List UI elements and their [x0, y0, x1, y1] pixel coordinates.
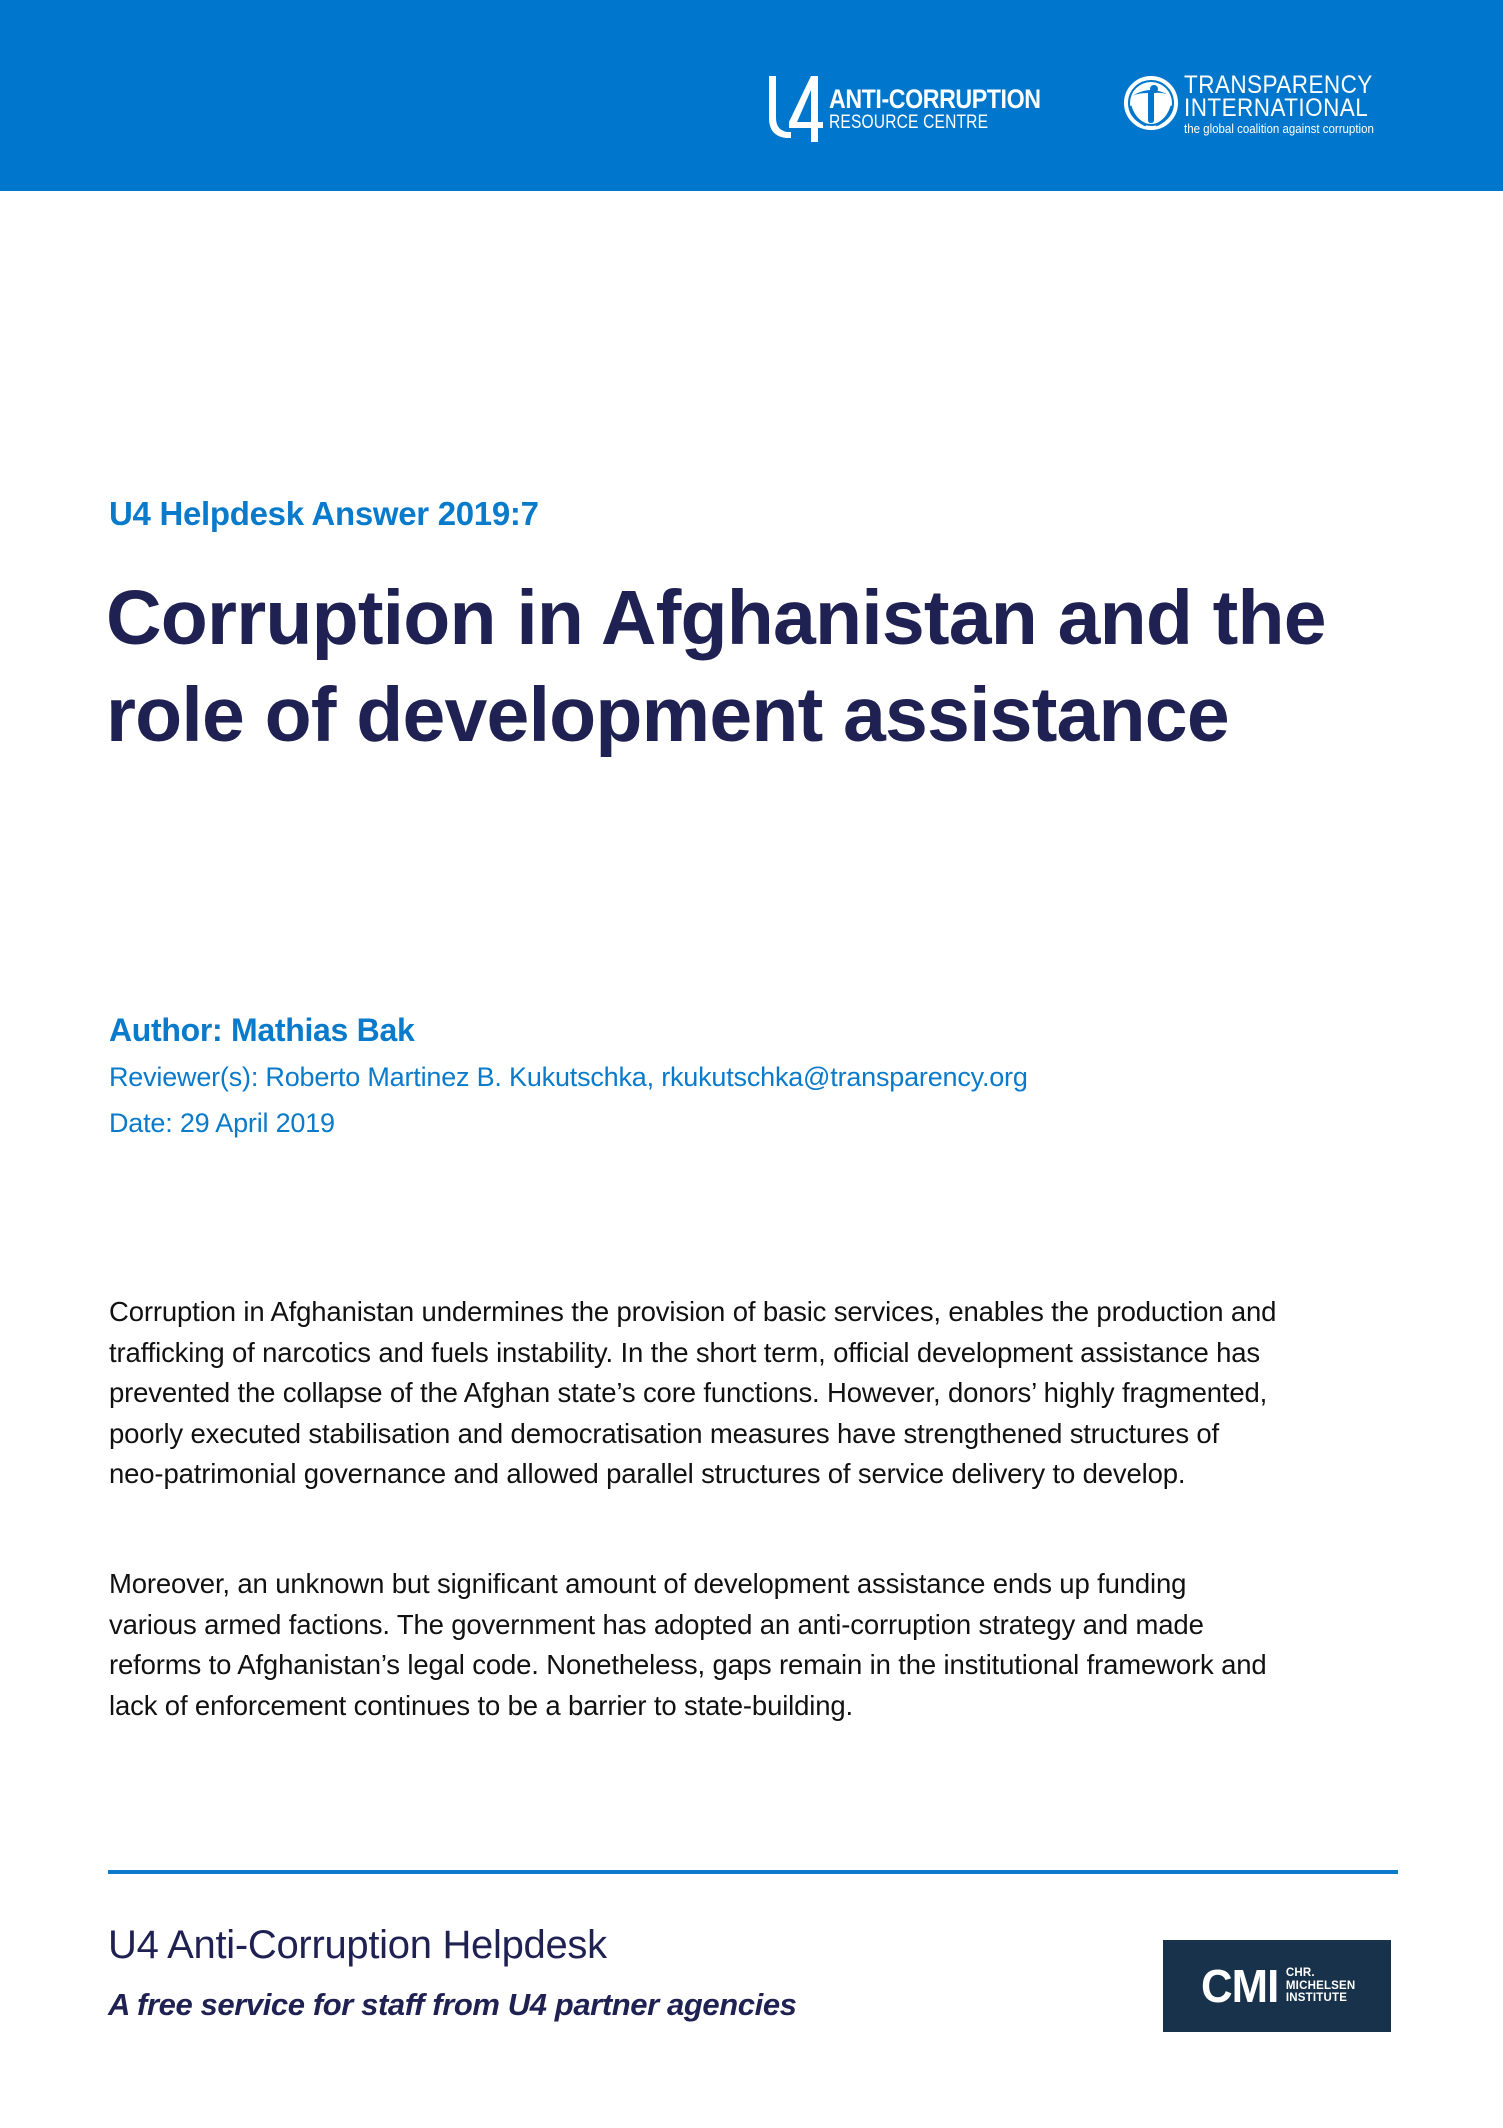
reviewers: Reviewer(s): Roberto Martinez B. Kukutschka, rkukutschka@transparency.org — [109, 1062, 1028, 1092]
summary-paragraph-1 — [109, 1292, 1409, 1495]
title-line: Corruption in Afghanistan and the — [106, 575, 1326, 661]
title-line: role of development assistance — [106, 672, 1229, 758]
text-line: various armed factions. The government has adopted an anti-corruption strategy and made — [109, 1608, 1204, 1640]
cmi-logo-abbr: CMI — [1200, 1960, 1278, 2012]
publication-date: Date: 29 April 2019 — [109, 1108, 335, 1138]
cmi-logo — [1163, 1940, 1391, 2032]
u4-logo-icon — [765, 74, 823, 144]
footer-subtitle: A free service for staff from U4 partner agencies — [108, 1987, 797, 2022]
ti-logo-line2: INTERNATIONAL — [1184, 94, 1369, 122]
transparency-international-logo — [1124, 71, 1394, 144]
cmi-logo-line1: CHR. — [1285, 1967, 1315, 1980]
text-line: lack of enforcement continues to be a barrier to state-building. — [109, 1689, 854, 1721]
series-label: U4 Helpdesk Answer 2019:7 — [109, 495, 539, 532]
footer-divider — [108, 1870, 1398, 1874]
u4-logo-line1: ANTI-CORRUPTION — [829, 84, 1041, 114]
ti-logo-line1: TRANSPARENCY — [1184, 71, 1373, 99]
text-line: trafficking of narcotics and fuels instability. In the short term, official development assistance has — [109, 1336, 1260, 1368]
u4-logo — [765, 74, 1075, 144]
transparency-international-globe-icon — [1124, 76, 1178, 130]
summary-paragraph-2 — [109, 1564, 1409, 1726]
text-line: neo-patrimonial governance and allowed parallel structures of service delivery to develop. — [109, 1458, 1186, 1489]
cmi-logo-line2: MICHELSEN — [1285, 1979, 1356, 1992]
u4-logo-line2: RESOURCE CENTRE — [829, 112, 989, 133]
text-line: Moreover, an unknown but significant amount of development assistance ends up funding — [109, 1568, 1187, 1599]
document-meta — [109, 1010, 1028, 1146]
footer-title: U4 Anti-Corruption Helpdesk — [108, 1923, 607, 1967]
text-line: prevented the collapse of the Afghan state’s core functions. However, donors’ highly fragmented, — [109, 1377, 1268, 1408]
ti-logo-tagline: the global coalition against corruption — [1184, 122, 1374, 136]
header-band — [0, 0, 1503, 191]
text-line: poorly executed stabilisation and democratisation measures have strengthened structures of — [109, 1417, 1220, 1449]
cmi-logo-line3: INSTITUTE — [1285, 1992, 1348, 2005]
author: Author: Mathias Bak — [109, 1012, 415, 1048]
text-line: reforms to Afghanistan’s legal code. Nonetheless, gaps remain in the institutional framework and — [109, 1649, 1267, 1680]
page-title — [106, 570, 1406, 764]
text-line: Corruption in Afghanistan undermines the provision of basic services, enables the production and — [109, 1296, 1277, 1327]
